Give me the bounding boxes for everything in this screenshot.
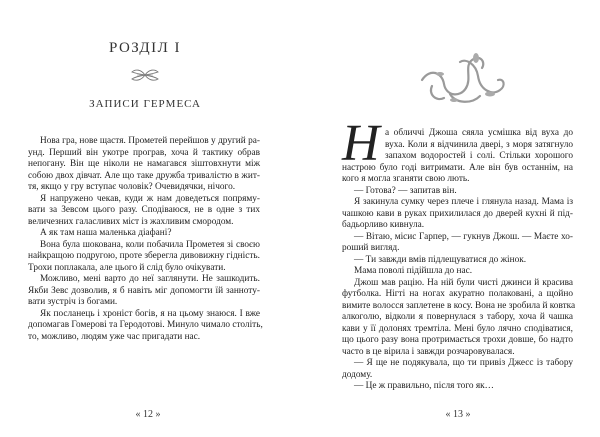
drop-cap: Н: [342, 115, 380, 172]
text-line: Мама поволі підійшла до нас.: [354, 266, 473, 276]
section-title: ЗАПИСИ ГЕРМЕСА: [89, 98, 201, 110]
text-line: роший вигляд.: [342, 243, 400, 253]
page-number: « 13 »: [445, 409, 471, 420]
text-line: собою двох дівчат. Але що таке дружба тривалістю в жит-: [28, 170, 260, 181]
text-line: Можливо, мені варто до неї заглянути. Не зашкодить.: [40, 274, 260, 284]
page-number-value: 12: [143, 409, 153, 420]
text-line: Я напружено чекав, куди ж нам доведеться попряму-: [40, 193, 260, 204]
text-line: величезних галасливих міст із жахливим смородом.: [28, 216, 234, 227]
text-line: настрою було годі витримати. Але він був останнім, на: [342, 162, 573, 173]
body-text: [342, 128, 576, 393]
text-line: вати зустріч із богами.: [28, 297, 118, 307]
text-line: допомагав Гомерові та Геродотові. Минуло чимало століть,: [28, 320, 263, 330]
text-line: футболка. Нігті на ногах акуратно полаковані, а щойно: [342, 289, 573, 299]
text-line: — Я ще не подякувала, що ти привіз Джесс із табору: [354, 358, 573, 368]
text-line: то, можливо, людям уже час пригадати нас.: [28, 331, 201, 342]
text-line: Нова гра, нове щастя. Прометей перейшов у другий ра-: [40, 136, 260, 146]
text-line: кого я могла зганяти свою лють.: [342, 174, 470, 184]
text-line: тя, якщо у гру вступає чоловік? Очевидячки, нічого.: [28, 182, 236, 192]
text-line: — Ти завжди вмів підлещуватися до жінок.: [354, 254, 527, 265]
right-page: [300, 0, 600, 437]
text-line: Вона була шокована, коли побачила Прометея зі своєю: [40, 239, 260, 250]
text-line: алкоголю, відколи я повернулася з табору, хоча й чашка: [342, 312, 573, 322]
text-line: вуха. Коли я відчинила двері, з моря затягнуло: [385, 139, 573, 150]
text-line: найкращою подругою, проте зберегла дивовижну гідність.: [28, 251, 260, 261]
fleuron-icon: [131, 68, 159, 82]
text-line: Якби Зевс дозволив, я б навіть міг допомогти їй занноту-: [28, 285, 260, 296]
text-line: часто в це вірила і завжди розчаровувалася.: [342, 346, 515, 357]
text-line: додому.: [342, 369, 373, 380]
text-line: Я закинула сумку через плече і глянула назад. Мама із: [354, 197, 573, 207]
text-line: кави у її долонях тремтіла. Мені було лячно сподіватися,: [342, 323, 573, 334]
text-line: чашкою кави в руках прихилилася до дверей кухні й під-: [342, 208, 573, 219]
text-line: Джош мав рацію. На ній були чисті джинси й красива: [354, 277, 573, 288]
text-line: бадьорливо кивнула.: [342, 220, 425, 230]
text-line: що цього разу вона протримається трохи довше, бо надто: [342, 335, 573, 345]
chapter-title: РОЗДІЛ І: [108, 40, 182, 56]
text-line: Як посланець і хроніст богів, я на цьому знаюся. І вже: [40, 308, 260, 319]
flourish-icon: [420, 50, 510, 108]
text-line: — Це ж правильно, після того як…: [354, 381, 494, 391]
page-number-value: 13: [453, 409, 463, 420]
text-line: запахом водоростей і солі. Стільки хорошого: [385, 151, 573, 161]
text-line: а обличчі Джоша сяяла усмішка від вуха до: [385, 128, 573, 138]
page-number: « 12 »: [135, 409, 161, 420]
text-line: непогану. Він ще ніколи не намагався зіштовхнути між: [28, 159, 260, 169]
body-text: [28, 136, 263, 343]
text-line: — Вітаю, місис Гарпер, — гукнув Джош. — Маєте хо-: [354, 231, 573, 242]
text-line: унд. Перший він укотре програв, хоча й тактику обрав: [28, 147, 260, 158]
text-line: вати за Зевсом цього разу. Сподіваюся, не в одне з тих: [28, 205, 260, 215]
text-line: вимите волосся заплетене в косу. Вона не зробила й ковтка: [342, 300, 576, 311]
text-line: — Готова? — запитав він.: [354, 185, 457, 196]
text-line: Трохи поплакала, але цього й слід було очікувати.: [28, 262, 226, 273]
text-line: А як там наша маленька діафані?: [40, 228, 172, 238]
